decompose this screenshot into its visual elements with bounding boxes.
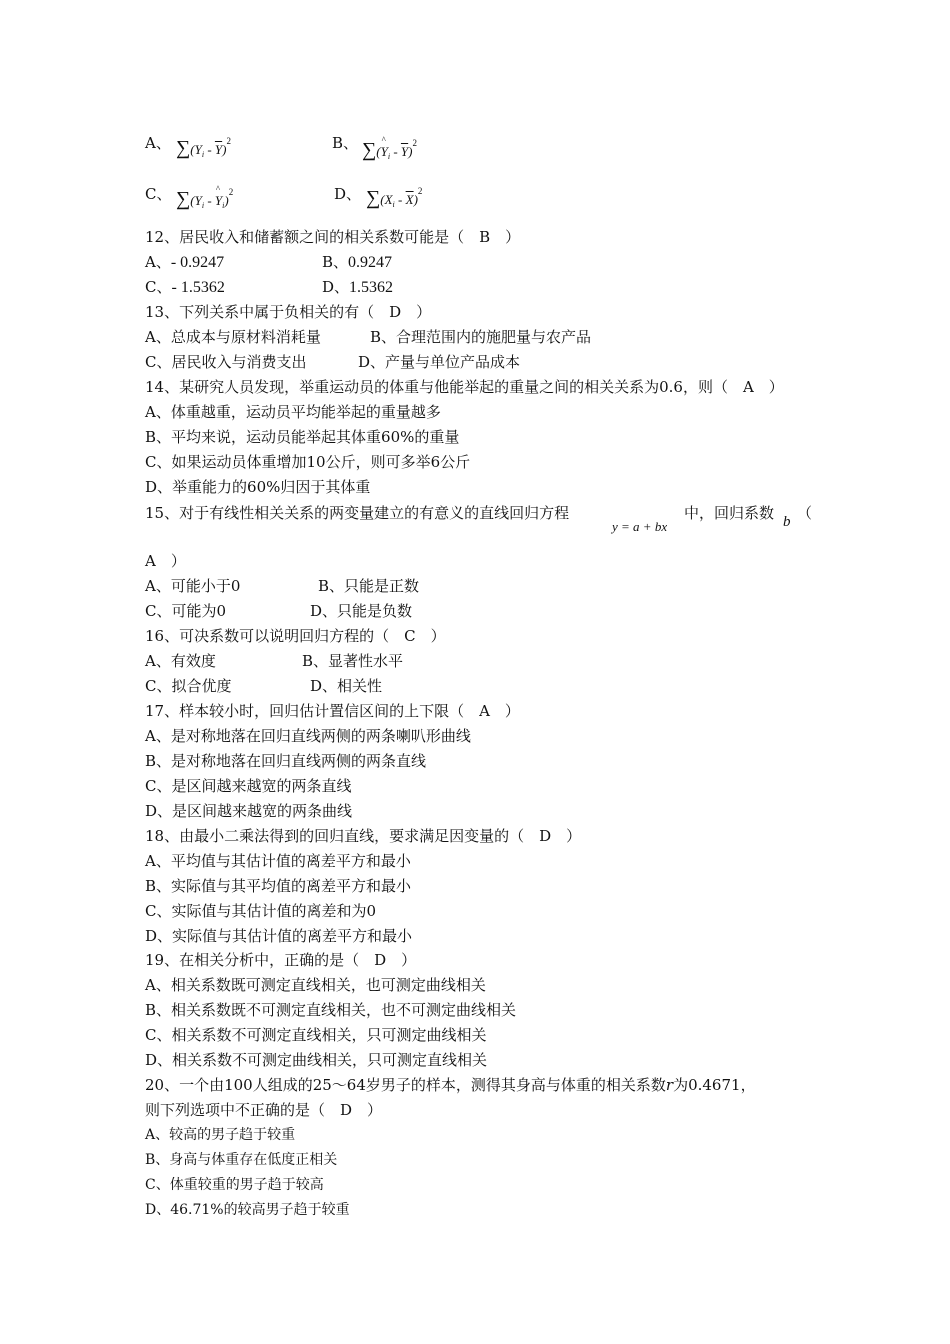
q19-option-b: B、相关系数既不可测定直线相关，也不可测定曲线相关: [145, 1001, 517, 1019]
q15-option-d: D、只能是负数: [310, 602, 413, 620]
q19-stem: 19、在相关分析中，正确的是（ D ）: [145, 951, 417, 969]
q15-equation: y = a + bx: [612, 519, 668, 534]
q12-option-d: [322, 277, 393, 298]
q14-option-d: D、举重能力的60%归因于其体重: [145, 478, 371, 496]
q12-option-c: [145, 277, 225, 298]
q20-option-c: C、体重较重的男子趋于较高: [145, 1177, 324, 1193]
q12-option-b: [322, 252, 392, 273]
q18-stem: 18、由最小二乘法得到的回归直线，要求满足因变量的（ D ）: [145, 827, 582, 845]
q11-option-a-label: A、: [145, 134, 171, 152]
q20-option-b: B、身高与体重存在低度正相关: [145, 1152, 338, 1168]
q17-stem: 17、样本较小时，回归估计置信区间的上下限（ A ）: [145, 702, 520, 720]
q12-option-b-label: B、: [322, 253, 349, 271]
q12-option-b-value: 0.9247: [348, 254, 393, 271]
q16-stem: 16、可决系数可以说明回归方程的（ C ）: [145, 627, 446, 645]
q12-option-a-label: A、: [145, 253, 171, 271]
q16-option-b: B、显著性水平: [302, 652, 404, 670]
q12-option-c-label: C、: [145, 278, 172, 296]
q14-option-c: C、如果运动员体重增加10公斤，则可多举6公斤: [145, 453, 471, 471]
q18-option-c: C、实际值与其估计值的离差和为0: [145, 902, 377, 920]
q14-option-b: B、平均来说，运动员能举起其体重60%的重量: [145, 428, 460, 446]
q13-stem: 13、下列关系中属于负相关的有（ D ）: [145, 303, 432, 321]
q19-option-d: D、相关系数不可测定曲线相关，只可测定直线相关: [145, 1051, 488, 1069]
q14-option-a: A、体重越重，运动员平均能举起的重量越多: [145, 403, 441, 421]
q12-option-a-value: - 0.9247: [170, 254, 225, 271]
q17-option-b: B、是对称地落在回归直线两侧的两条直线: [145, 752, 427, 770]
q12-option-a: [145, 252, 224, 273]
q13-option-d: D、产量与单位产品成本: [358, 353, 521, 371]
q13-option-b: B、合理范围内的施肥量与农产品: [370, 328, 592, 346]
q18-option-a: A、平均值与其估计值的离差平方和最小: [145, 852, 411, 870]
q20-stem-line1: [145, 1075, 756, 1095]
q17-option-d: D、是区间越来越宽的两条曲线: [145, 802, 353, 820]
q16-option-a: A、有效度: [145, 652, 216, 670]
q20-stem-part2: 为0.4671，: [673, 1076, 756, 1094]
q13-option-c: C、居民收入与消费支出: [145, 353, 307, 371]
q15-option-c: C、可能为0: [145, 602, 227, 620]
q15-answer: A ）: [145, 552, 186, 570]
q17-option-a: A、是对称地落在回归直线两侧的两条喇叭形曲线: [145, 727, 471, 745]
q20-stem-line2: 则下列选项中不正确的是（ D ）: [145, 1101, 383, 1119]
q15-option-b: B、只能是正数: [318, 577, 420, 595]
q18-option-b: B、实际值与其平均值的离差平方和最小: [145, 877, 412, 895]
q15-coef: b: [783, 514, 791, 530]
q17-option-c: C、是区间越来越宽的两条直线: [145, 777, 352, 795]
q19-option-c: C、相关系数不可测定直线相关，只可测定曲线相关: [145, 1026, 487, 1044]
q14-stem: 14、某研究人员发现，举重运动员的体重与他能举起的重量之间的相关关系为0.6，则（ A ）: [145, 378, 784, 396]
q11-option-d-formula: $\sum(X_i - \overline{X})^2$: [366, 186, 423, 209]
q11-option-c-formula: $\sum(Y_i$ - ^ $Y_i)^2$: [176, 187, 233, 211]
q12-option-d-value: 1.5362: [349, 279, 394, 296]
q11-option-b-formula: ∑(^ $Y_i - \overline{Y})^2$: [362, 138, 417, 162]
q20-coef: r: [665, 1076, 674, 1094]
q18-option-d: D、实际值与其估计值的离差平方和最小: [145, 927, 413, 945]
q12-option-c-value: - 1.5362: [171, 279, 225, 296]
q20-option-d: D、46.71%的较高男子趋于较重: [145, 1202, 350, 1218]
q13-option-a: A、总成本与原材料消耗量: [145, 328, 321, 346]
q16-option-c: C、拟合优度: [145, 677, 232, 695]
q11-option-b-label: B、: [332, 134, 359, 152]
q11-option-a-formula: $\sum(Y_i - \overline{Y})^2$: [176, 136, 231, 159]
q16-option-d: D、相关性: [310, 677, 383, 695]
q12-stem: 12、居民收入和储蓄额之间的相关系数可能是（ B ）: [145, 228, 521, 246]
q11-option-d-label: D、: [334, 185, 362, 203]
q19-option-a: A、相关系数既可测定直线相关，也可测定曲线相关: [145, 976, 486, 994]
q15-stem-part1: 15、对于有线性相关关系的两变量建立的有意义的直线回归方程: [145, 504, 570, 522]
q20-option-a: A、较高的男子趋于较重: [145, 1127, 296, 1143]
q15-stem-part2: 中，回归系数: [684, 504, 775, 522]
q20-stem-part1: 20、一个由100人组成的25～64岁男子的样本，测得其身高与体重的相关系数: [145, 1076, 666, 1094]
q12-option-d-label: D、: [322, 278, 350, 296]
q15-stem-part3: （: [797, 504, 813, 522]
q11-option-c-label: C、: [145, 185, 172, 203]
q15-option-a: A、可能小于0: [145, 577, 241, 595]
